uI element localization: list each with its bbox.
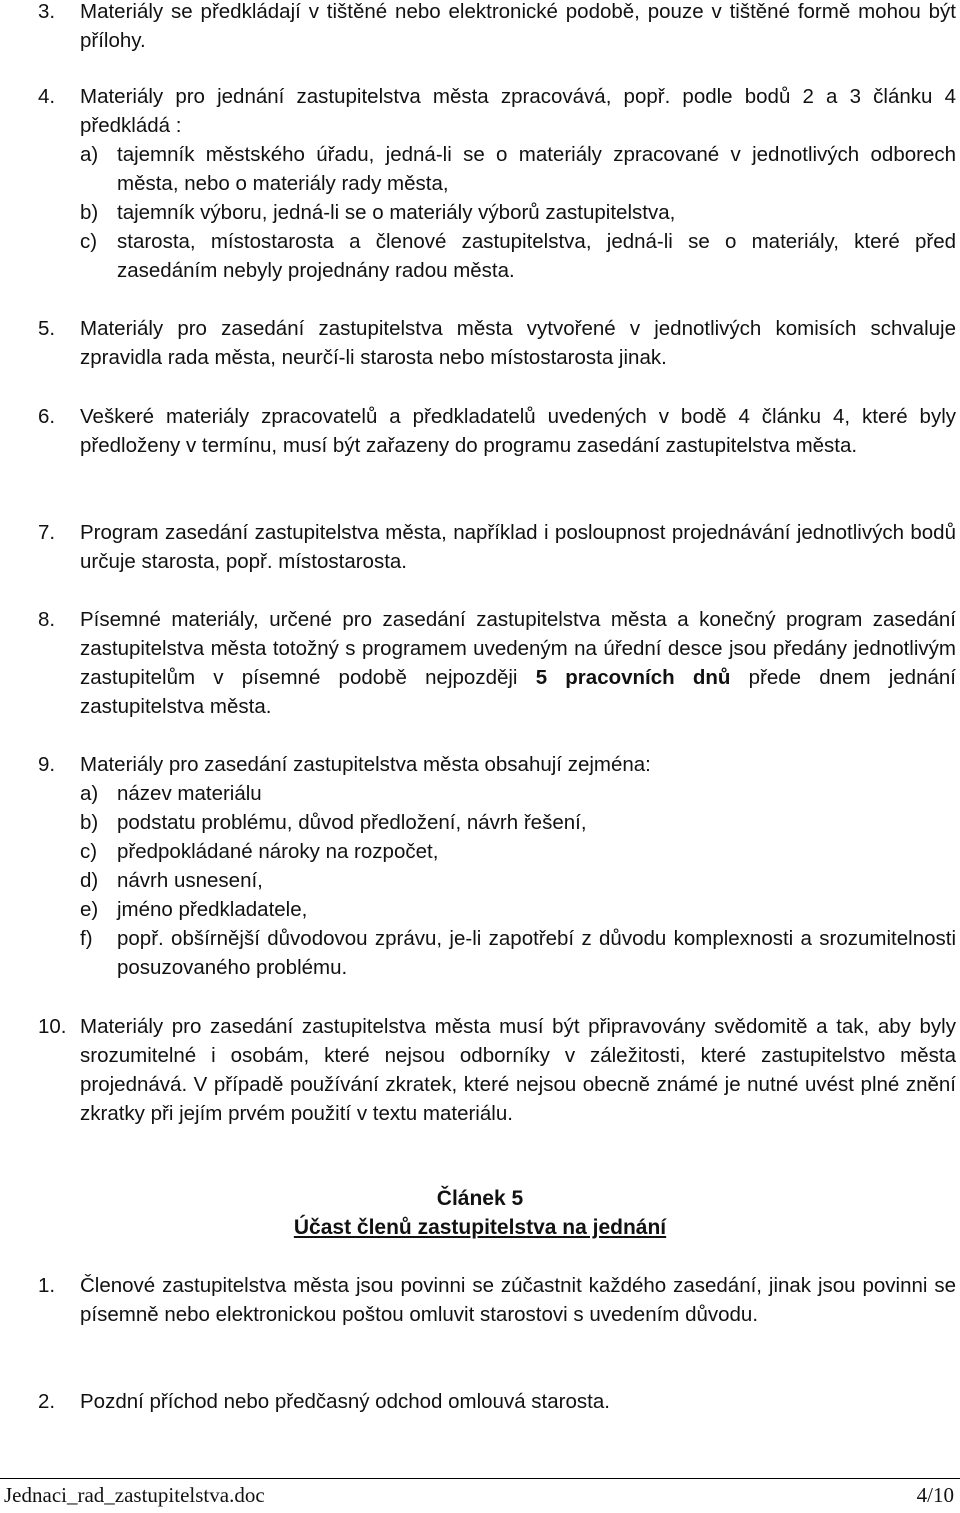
- item-number: 1.: [38, 1274, 56, 1297]
- sub-letter: e): [80, 898, 99, 921]
- sub-item: [80, 779, 956, 808]
- item-text: Materiály pro zasedání zastupitelstva města obsahují zejména:: [80, 753, 651, 776]
- list-item-10: [38, 1012, 956, 1128]
- sub-letter: f): [80, 927, 93, 950]
- item-text-part: přede dnem jednání zastupitelstva města.: [80, 666, 956, 718]
- item-text: Členové zastupitelstva města jsou povinni se zúčastnit každého zasedání, jinak jsou povinni se písemně nebo elektronickou poštou omluvit starostovi s uvedením důvodu.: [80, 1274, 956, 1326]
- deadline-emphasis: 5 pracovních dnů: [535, 666, 731, 689]
- sub-text: jméno předkladatele,: [117, 898, 308, 921]
- sub-text: popř. obšírnější důvodovou zprávu, je-li zapotřebí z důvodu komplexnosti a srozumitelnosti posuzovaného problému.: [117, 927, 956, 979]
- sub-item: [80, 924, 956, 982]
- sub-letter: a): [80, 143, 99, 166]
- item-text: Materiály se předkládají v tištěné nebo elektronické podobě, pouze v tištěné formě mohou být přílohy.: [80, 0, 956, 52]
- article5-item-1: [38, 1271, 956, 1329]
- article-number: Článek 5: [436, 1187, 524, 1210]
- sub-text: podstatu problému, důvod předložení, návrh řešení,: [117, 811, 587, 834]
- article-heading: [0, 1184, 960, 1242]
- sub-item: [80, 808, 956, 837]
- item-number: 4.: [38, 85, 56, 108]
- sub-letter: a): [80, 782, 99, 805]
- list-item-5: [38, 314, 956, 372]
- sub-item: [80, 140, 956, 198]
- item-number: 9.: [38, 753, 56, 776]
- sub-list: [80, 779, 956, 982]
- sub-letter: b): [80, 201, 99, 224]
- item-number: 10.: [38, 1015, 67, 1038]
- sub-text: návrh usnesení,: [117, 869, 263, 892]
- sub-text: název materiálu: [117, 782, 262, 805]
- item-text: Veškeré materiály zpracovatelů a předkladatelů uvedených v bodě 4 článku 4, které byly předloženy v termínu, musí být zařazeny do programu zasedání zastupitelstva města.: [80, 405, 956, 457]
- item-number: 2.: [38, 1390, 56, 1413]
- item-number: 6.: [38, 405, 56, 428]
- sub-letter: d): [80, 869, 99, 892]
- item-number: 7.: [38, 521, 56, 544]
- list-item-9: [38, 750, 956, 982]
- sub-list: [80, 140, 956, 285]
- item-text: Pozdní příchod nebo předčasný odchod omlouvá starosta.: [80, 1390, 610, 1413]
- sub-item: [80, 895, 956, 924]
- article5-item-2: [38, 1387, 956, 1416]
- item-text: Program zasedání zastupitelstva města, například i posloupnost projednávání jednotlivých bodů určuje starosta, popř. místostarosta.: [80, 521, 956, 573]
- sub-letter: b): [80, 811, 99, 834]
- item-text: Materiály pro zasedání zastupitelstva města musí být připravovány svědomitě a tak, aby byly srozumitelné i osobám, které nejsou odborníky v záležitosti, které zastupitelstvo města projednává. V případě používání zkratek, které nejsou obecně známé je nutné uvést plné znění zkratky při jejím prvém použití v textu materiálu.: [80, 1015, 956, 1125]
- item-number: 3.: [38, 0, 56, 23]
- sub-text: tajemník městského úřadu, jedná-li se o materiály zpracované v jednotlivých odborech města, nebo o materiály rady města,: [117, 143, 956, 195]
- sub-text: tajemník výboru, jedná-li se o materiály výborů zastupitelstva,: [117, 201, 676, 224]
- sub-item: [80, 198, 956, 227]
- item-text: Materiály pro zasedání zastupitelstva města vytvořené v jednotlivých komisích schvaluje zpravidla rada města, neurčí-li starosta nebo místostarosta jinak.: [80, 317, 956, 369]
- sub-item: [80, 227, 956, 285]
- list-item-3: [38, 0, 956, 55]
- item-number: 8.: [38, 608, 56, 631]
- list-item-6: [38, 402, 956, 460]
- sub-text: předpokládané nároky na rozpočet,: [117, 840, 439, 863]
- sub-letter: c): [80, 230, 98, 253]
- list-item-8: [38, 605, 956, 721]
- sub-item: [80, 837, 956, 866]
- item-text: [80, 605, 956, 721]
- item-text-part: Písemné materiály, určené pro zasedání zastupitelstva města a konečný program zasedání zastupitelstva města totožný s programem uvedeným na úřední desce jsou předány jednotlivým zastupitelům v písemné podobě nejpozději: [80, 608, 956, 689]
- sub-letter: c): [80, 840, 98, 863]
- footer-filename: Jednaci_rad_zastupitelstva.doc: [4, 1483, 265, 1507]
- item-number: 5.: [38, 317, 56, 340]
- footer-page-number: 4/10: [916, 1483, 954, 1507]
- sub-item: [80, 866, 956, 895]
- item-text: Materiály pro jednání zastupitelstva města zpracovává, popř. podle bodů 2 a 3 článku 4 předkládá :: [80, 85, 956, 137]
- list-item-4: [38, 82, 956, 285]
- list-item-7: [38, 518, 956, 576]
- article-title: Účast členů zastupitelstva na jednání: [293, 1216, 667, 1239]
- footer-divider: [0, 1478, 960, 1479]
- sub-text: starosta, místostarosta a členové zastupitelstva, jedná-li se o materiály, které před zasedáním nebyly projednány radou města.: [117, 230, 956, 282]
